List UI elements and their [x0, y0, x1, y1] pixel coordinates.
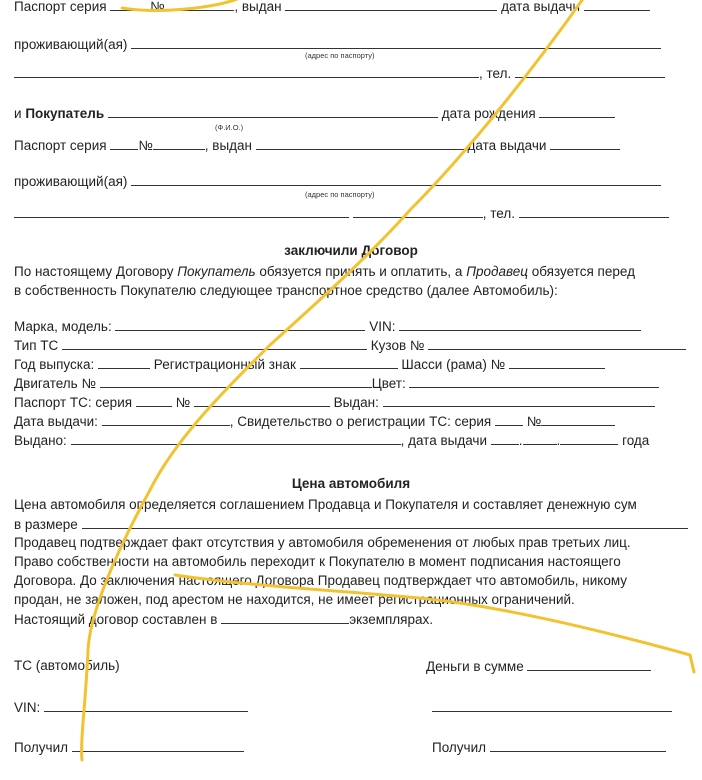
copies-blank — [221, 610, 349, 624]
address-blank — [131, 172, 661, 186]
label: Дата выдачи: — [14, 414, 98, 429]
address-blank-2 — [14, 204, 349, 218]
price-line-1: Цена автомобиля определяется соглашением Продавца и Покупателя и составляет денежную сум — [14, 497, 637, 512]
money-line — [426, 657, 651, 676]
engine-line — [14, 374, 688, 393]
issued-by-blank — [256, 136, 464, 150]
issue-date-blank — [102, 412, 230, 426]
label: проживающий(ая) — [14, 37, 128, 52]
label: , выдан — [234, 0, 282, 14]
address-caption: (адрес по паспорту) — [305, 51, 375, 60]
money-blank — [527, 657, 651, 671]
reg-series-blank — [495, 412, 523, 426]
price-line-2 — [14, 515, 688, 534]
label: Шасси (рама) № — [401, 357, 506, 372]
label: Выдано: — [14, 433, 67, 448]
label: № — [138, 138, 153, 153]
buyer-label: Покупатель — [25, 106, 105, 121]
label: Паспорт серия — [14, 0, 107, 14]
make-model-blank — [115, 317, 365, 331]
year-blank — [560, 431, 618, 445]
label: года — [622, 433, 650, 448]
issue-date-blank — [584, 0, 650, 11]
label: Настоящий договор составлен в — [14, 612, 218, 627]
label: дата рождения — [441, 106, 536, 121]
buyer-address-line-2 — [14, 204, 688, 223]
address-caption: (адрес по паспорту) — [305, 190, 375, 199]
price-line-3: Продавец подтверждает факт отсутствия у автомобиля обременения от любых прав третьих лиц. — [14, 535, 631, 550]
label: дата выдачи — [467, 138, 547, 153]
price-line-6: продан, не заложен, под арестом не находится, не имеет регистрационных ограничений. — [14, 592, 575, 607]
label: , тел. — [479, 66, 512, 81]
contract-paragraph-2: в собственность Покупателю следующее транспортное средство (далее Автомобиль): — [14, 283, 558, 298]
text: обязуется перед — [531, 264, 635, 279]
issue-date-line — [14, 412, 688, 431]
received-left-blank — [72, 738, 244, 752]
label: Двигатель № — [14, 376, 96, 391]
buyer-line — [14, 104, 688, 123]
label: Паспорт ТС: серия — [14, 395, 133, 410]
passport-number-blank — [168, 0, 234, 11]
label: Цвет: — [371, 376, 406, 391]
seller-passport-line — [14, 0, 688, 16]
buyer-address-line — [14, 172, 688, 191]
label: , выдан — [204, 138, 253, 153]
received-right-line — [432, 738, 666, 757]
engine-blank — [100, 374, 372, 388]
label: Получил — [432, 740, 486, 755]
label: экземплярах. — [349, 612, 433, 627]
pts-number-blank — [194, 393, 330, 407]
phone-blank — [515, 64, 665, 78]
year-line — [14, 355, 688, 374]
passport-series-blank — [110, 0, 146, 11]
label: в размере — [14, 517, 78, 532]
reg-sign-blank — [300, 355, 398, 369]
birth-date-blank — [539, 104, 615, 118]
label: , Свидетельство о регистрации ТС: серия — [229, 414, 492, 429]
color-blank — [409, 374, 659, 388]
pts-issued-blank — [383, 393, 655, 407]
right-blank-line — [432, 698, 672, 712]
label: VIN: — [369, 319, 396, 334]
chassis-blank — [509, 355, 605, 369]
label: VIN: — [14, 700, 41, 715]
label: ТС (автомобиль) — [14, 658, 120, 673]
label: Регистрационный знак — [153, 357, 296, 372]
label: № — [175, 395, 191, 410]
label: Кузов № — [370, 338, 425, 353]
text: По настоящему Договору — [14, 264, 174, 279]
label: Год выпуска: — [14, 357, 95, 372]
day-blank — [491, 431, 519, 445]
label: , тел. — [482, 206, 515, 221]
year-blank — [98, 355, 150, 369]
text: обязуется принять и оплатить, а — [259, 264, 463, 279]
label: Получил — [14, 740, 68, 755]
buyer-name-blank — [108, 104, 438, 118]
pts-series-blank — [136, 393, 172, 407]
issued-line: Выдано: , дата выдачи . . года — [14, 433, 650, 448]
received-right-blank — [490, 738, 666, 752]
label: , дата выдачи — [400, 433, 487, 448]
pts-line — [14, 393, 688, 412]
label: № — [150, 0, 165, 14]
contract-paragraph-1 — [14, 263, 688, 281]
right-blank — [432, 698, 672, 712]
address-blank-2 — [14, 64, 479, 78]
label: Деньги в сумме — [426, 659, 524, 674]
text: Продавец — [466, 264, 528, 279]
seller-address-line-2 — [14, 64, 688, 83]
type-blank — [62, 336, 367, 350]
fio-caption: (Ф.И.О.) — [215, 123, 244, 132]
price-line-7 — [14, 610, 688, 629]
text: Покупатель — [177, 264, 256, 279]
label: Тип ТС — [14, 338, 59, 353]
phone-blank — [519, 204, 669, 218]
label: № — [526, 414, 542, 429]
vin-signature-blank — [44, 698, 248, 712]
amount-blank — [82, 515, 688, 529]
label: Паспорт серия — [14, 138, 107, 153]
body-blank — [428, 336, 686, 350]
price-line-5: Договора. До заключения настоящего Договора Продавец подтверждает что автомобиль, никому — [14, 573, 628, 588]
type-line — [14, 336, 688, 355]
passport-series-blank — [110, 136, 138, 150]
vin-blank — [399, 317, 641, 331]
reg-number-blank — [541, 412, 615, 426]
issued-by-blank — [285, 0, 497, 11]
address-blank — [131, 35, 661, 49]
label: дата выдачи — [501, 0, 580, 14]
label: проживающий(ая) — [14, 174, 128, 189]
label: Выдан: — [333, 395, 379, 410]
price-heading: Цена автомобиля — [291, 476, 411, 491]
buyer-passport-line — [14, 136, 688, 155]
contract-heading: заключили Договор — [284, 243, 418, 258]
label: и — [14, 106, 22, 121]
label: Марка, модель: — [14, 319, 112, 334]
address-blank-3 — [353, 204, 483, 218]
passport-number-blank — [153, 136, 205, 150]
month-blank — [523, 431, 557, 445]
make-model-line — [14, 317, 688, 336]
issued-blank — [71, 431, 401, 445]
price-line-4: Право собственности на автомобиль переходит к Покупателю в момент подписания настоящего — [14, 554, 621, 569]
issue-date-blank — [550, 136, 620, 150]
